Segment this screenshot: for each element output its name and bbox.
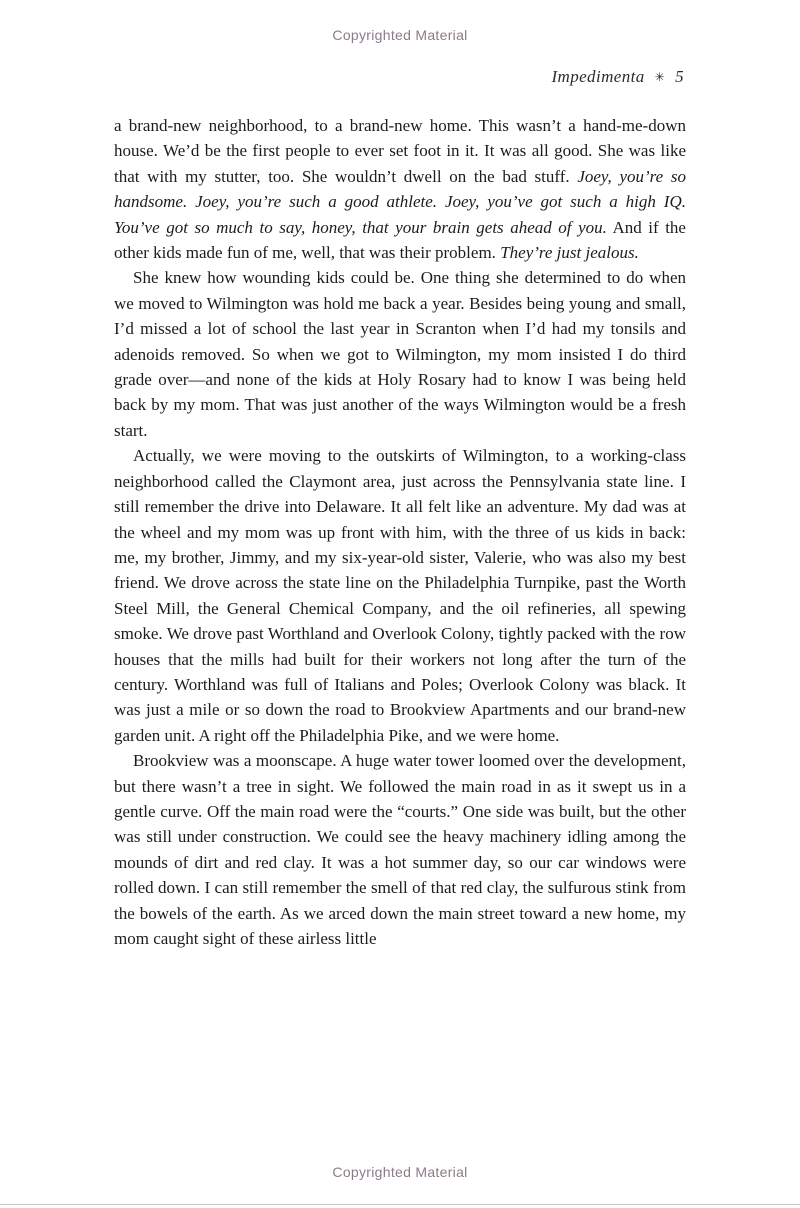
star-separator-icon: ✳ <box>654 70 666 84</box>
body-paragraph <box>114 113 686 265</box>
chapter-title: Impedimenta <box>551 67 645 86</box>
text-segment: Brookview was a moonscape. A huge water tower loomed over the development, but there wasn’t a tree in sight. We followed the main road in as it swept us in a gentle curve. Off the main road were the “courts.” One side was built, but the other was still under construction. We could see the heavy machinery idling among the mounds of dirt and red clay. It was a hot summer day, so our car windows were rolled down. I can still remember the smell of that red clay, the sulfurous stink from the bowels of the earth. As we arced down the main street toward a new home, my mom caught sight of these airless little <box>114 751 686 948</box>
text-segment: Actually, we were moving to the outskirts of Wilmington, to a working-class neighborhood called the Claymont area, just across the Pennsylvania state line. I still remember the drive into Delaware. It all felt like an adventure. My dad was at the wheel and my mom was up front with him, with the three of us kids in back: me, my brother, Jimmy, and my six-year-old sister, Valerie, who was also my best friend. We drove across the state line on the Philadelphia Turnpike, past the Worth Steel Mill, the General Chemical Company, and the oil refineries, all spewing smoke. We drove past Worthland and Overlook Colony, tightly packed with the row houses that the mills had built for their workers not long after the turn of the century. Worthland was full of Italians and Poles; Overlook Colony was black. It was just a mile or so down the road to Brookview Apartments and our brand-new garden unit. A right off the Philadelphia Pike, and we were home. <box>114 446 686 745</box>
italic-text-segment: Joey, you’re so handsome. Joey, you’re such a good athlete. Joey, you’ve got such a high IQ. You’ve got so much to say, honey, that your brain gets ahead of you. <box>114 166 686 237</box>
body-text <box>114 113 686 951</box>
italic-text-segment: They’re just jealous. <box>500 243 639 263</box>
bottom-rule <box>0 1204 800 1205</box>
page-number: 5 <box>675 67 684 86</box>
body-paragraph <box>114 265 686 443</box>
text-segment: a brand-new neighborhood, to a brand-new home. This wasn’t a hand-me-down house. We’d be the first people to ever set foot in it. It was all good. She was like that with my stutter, too. She wouldn’t dwell on the bad stuff. <box>114 116 686 186</box>
text-segment: She knew how wounding kids could be. One thing she determined to do when we moved to Wilmington was hold me back a year. Besides being young and small, I’d missed a lot of school the last year in Scranton when I’d had my tonsils and adenoids removed. So when we got to Wilmington, my mom insisted I do third grade over—and none of the kids at Holy Rosary had to know I was being held back by my mom. That was just another of the ways Wilmington would be a fresh start. <box>114 268 686 440</box>
bottom-copyright-notice: Copyrighted Material <box>332 1164 468 1180</box>
text-segment: And if the other kids made fun of me, well, that was their problem. <box>114 217 686 263</box>
body-paragraph <box>114 748 686 951</box>
running-header <box>116 67 684 87</box>
body-paragraph <box>114 443 686 748</box>
top-copyright-notice: Copyrighted Material <box>332 27 468 43</box>
